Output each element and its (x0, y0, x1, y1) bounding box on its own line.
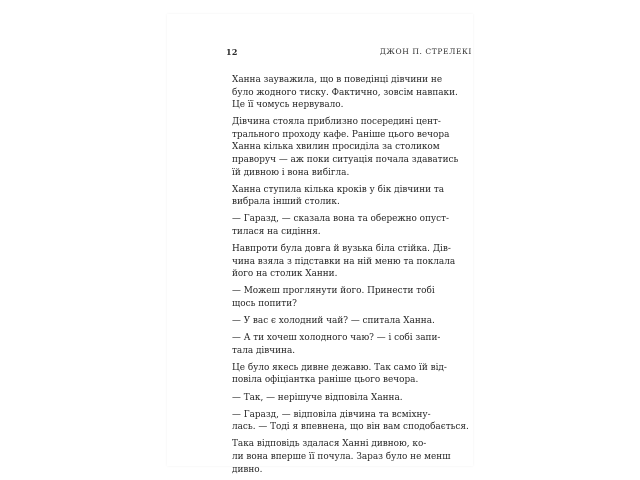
page-number: 12 (226, 47, 238, 57)
text-line: — У вас є холодний чай? — спитала Ханна. (232, 316, 435, 327)
paragraph (232, 362, 468, 387)
text-line: дивно. (232, 464, 263, 475)
text-line: Ханна ступила кілька кроків у бік дівчини та (232, 184, 445, 195)
text-line: лась. — Тоді я впевнена, що він вам сподобається. (232, 422, 469, 433)
paragraph (232, 315, 468, 328)
paragraph (232, 116, 468, 179)
paragraph (232, 213, 468, 238)
text-line: — Можеш проглянути його. Принести тобі (232, 286, 435, 297)
running-head-author: ДЖОН П. СТРЕЛЕКІ (379, 47, 472, 56)
text-line: тилася на сидіння. (232, 227, 321, 238)
text-line: Навпроти була довга й вузька біла стійка. Дів- (232, 244, 451, 255)
paragraph (232, 74, 468, 112)
text-line: тала дівчина. (232, 345, 296, 356)
text-line: вибрала інший столик. (232, 197, 340, 208)
text-line: праворуч — аж поки ситуація почала здаватись (232, 155, 459, 166)
text-line: — Гаразд, — відповіла дівчина та всміхну- (232, 409, 431, 420)
text-line: Дівчина стояла приблизно посередині цент- (232, 117, 441, 128)
body-text (232, 74, 468, 476)
paragraph (232, 409, 468, 434)
paragraph (232, 285, 468, 310)
paragraph (232, 392, 468, 405)
text-line: Це було якесь дивне дежавю. Так само їй від- (232, 362, 447, 373)
text-line: трального проходу кафе. Раніше цього вечора (232, 129, 450, 140)
paragraph (232, 243, 468, 281)
running-head (226, 47, 472, 59)
paragraph (232, 184, 468, 209)
text-line: — Так, — нерішуче відповіла Ханна. (232, 392, 403, 403)
text-line: — Гаразд, — сказала вона та обережно опуст- (232, 214, 450, 225)
text-line: його на столик Ханни. (232, 269, 338, 280)
text-line: Ханна кілька хвилин просиділа за столиком (232, 142, 440, 153)
text-line: ли вона вперше її почула. Зараз було не менш (232, 451, 451, 462)
paragraph (232, 332, 468, 357)
paragraph (232, 438, 468, 476)
text-line: щось попити? (232, 299, 297, 309)
text-line: Така відповідь здалася Ханні дивною, ко- (232, 439, 427, 450)
text-line: було жодного тиску. Фактично, зовсім навпаки. (232, 87, 458, 98)
text-line: — А ти хочеш холодного чаю? — і собі запи- (232, 333, 441, 344)
text-line: Це її чомусь нервувало. (232, 100, 344, 111)
text-line: Ханна зауважила, що в поведінці дівчини не (232, 75, 443, 85)
text-line: чина взяла з підставки на ній меню та поклала (232, 256, 456, 267)
text-line: повіла офіціантка раніше цього вечора. (232, 375, 419, 386)
text-line: їй дивною і вона вибігла. (232, 167, 350, 178)
